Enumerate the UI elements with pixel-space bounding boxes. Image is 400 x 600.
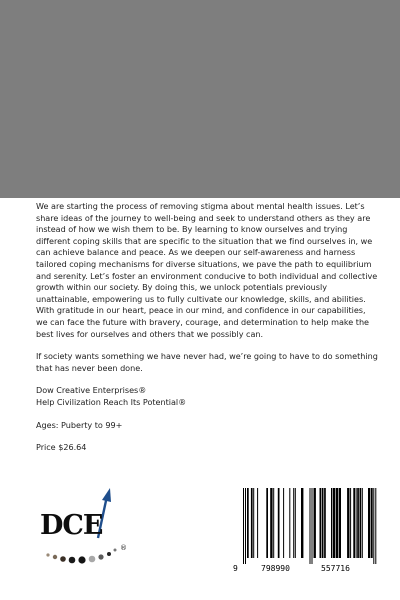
barcode-bar <box>331 488 332 558</box>
barcode-bar <box>289 488 290 558</box>
barcode-bar <box>295 488 296 558</box>
description-paragraph: We are starting the process of removing stigma about mental health issues. Let’s share ideas of the journey to well-being and seek to understand others as they are instead of how we wish them to be. By learning to know ourselves and trying different coping skills that are specific to the situation that we find ourselves in, we can achieve balance and peace. As we deepen our self-awareness and harness tailored coping mechanisms for diverse situations, we pave the path to equilibrium and serenity. Let’s foster an environment conducive to both individual and collective growth within our society. By doing this, we unlock potentials previously unattainable, empowering us to fully cultivate our knowledge, skills, and abilities. With gratitude in our heart, peace in our mind, and confidence in our capabilities, we can face the future with bravery, courage, and determination to help make the best lives for ourselves and others that we possibly can. <box>36 201 378 339</box>
barcode-bar <box>333 488 335 558</box>
quote-paragraph: If society wants something we have never had, we’re going to have to do something that has never been done. <box>36 351 378 373</box>
barcode-bar <box>320 488 322 558</box>
barcode-bar <box>283 488 284 558</box>
barcode-digits-right: 557716 <box>321 564 350 573</box>
barcode-bar <box>273 488 274 558</box>
back-cover-text <box>36 201 378 454</box>
barcode-bar <box>247 488 249 558</box>
ages-text: Ages: Puberty to 99+ <box>36 419 123 430</box>
barcode-bar <box>293 488 294 558</box>
barcode-graphic <box>231 486 381 574</box>
barcode-bar <box>322 488 324 558</box>
barcode-guard-bar <box>310 488 311 564</box>
barcode-digits-middle: 798990 <box>261 564 290 573</box>
registered-mark: ® <box>120 544 127 552</box>
barcode-digit-left: 9 <box>233 564 238 573</box>
barcode-bar <box>362 488 363 558</box>
publisher-name: Dow Creative Enterprises® <box>36 385 147 396</box>
barcode-guard-bar <box>312 488 313 564</box>
barcode-bar <box>270 488 272 558</box>
barcode-bar <box>371 488 373 558</box>
dce-logo <box>34 484 139 568</box>
barcode-bar <box>357 488 359 558</box>
cover-image-band <box>0 0 400 198</box>
barcode-bar <box>353 488 355 558</box>
barcode-bar <box>347 488 349 558</box>
barcode-bar <box>360 488 362 558</box>
barcode-guard-bar <box>375 488 376 564</box>
barcode-bar <box>278 488 280 558</box>
barcode-bar <box>251 488 253 558</box>
barcode-bar <box>339 488 341 558</box>
logo-text: DCE <box>40 510 103 541</box>
barcode-bar <box>356 488 357 558</box>
barcode-bar <box>266 488 268 558</box>
barcode-bar <box>301 488 303 558</box>
barcode-bar <box>324 488 326 558</box>
barcode-guard-bar <box>245 488 246 564</box>
isbn-barcode <box>227 482 385 576</box>
barcode-guard-bar <box>373 488 374 564</box>
publisher-block <box>36 385 378 408</box>
barcode-bar <box>336 488 338 558</box>
barcode-bar <box>350 488 351 558</box>
price-text: Price $26.64 <box>36 442 87 453</box>
barcode-bar <box>314 488 316 558</box>
barcode-bar <box>253 488 254 558</box>
publisher-tagline: Help Civilization Reach Its Potential® <box>36 396 187 407</box>
barcode-guard-bar <box>243 488 244 564</box>
barcode-bar <box>257 488 258 558</box>
barcode-bar <box>368 488 370 558</box>
